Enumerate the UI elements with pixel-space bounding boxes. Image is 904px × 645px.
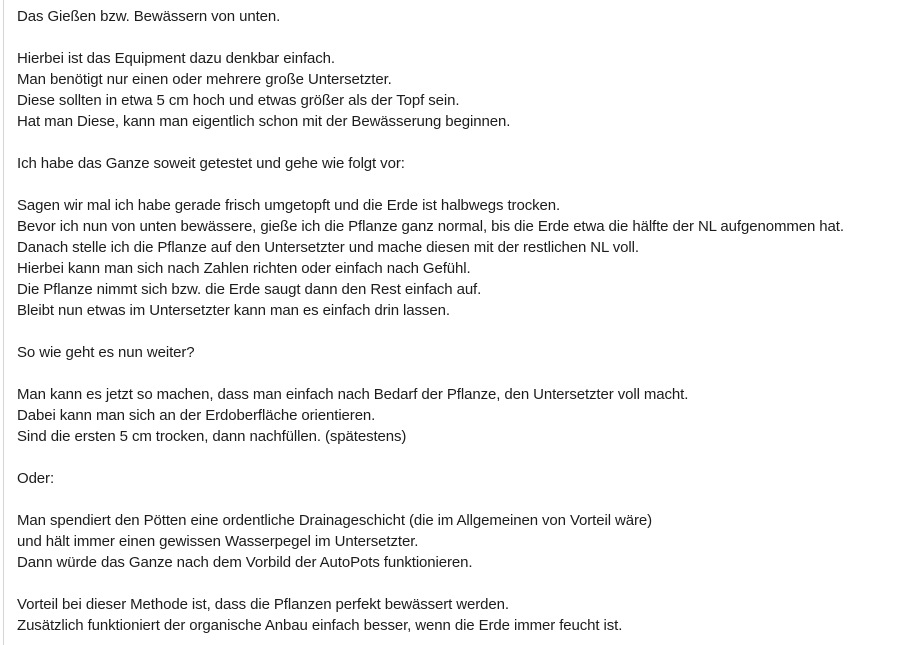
text-line: Sagen wir mal ich habe gerade frisch umgetopft und die Erde ist halbwegs trocken. — [17, 197, 561, 214]
text-line: Man benötigt nur einen oder mehrere große Untersetzter. — [17, 71, 392, 88]
text-line: Oder: — [17, 470, 55, 487]
text-line: Hierbei ist das Equipment dazu denkbar einfach. — [17, 50, 335, 67]
text-line: Dabei kann man sich an der Erdoberfläche orientieren. — [17, 407, 376, 424]
text-line: Bevor ich nun von unten bewässere, gieße ich die Pflanze ganz normal, bis die Erde etwa die hälfte der NL aufgenommen hat. — [17, 218, 844, 235]
text-line: Hat man Diese, kann man eigentlich schon mit der Bewässerung beginnen. — [17, 113, 511, 130]
text-line: Hierbei kann man sich nach Zahlen richten oder einfach nach Gefühl. — [17, 260, 471, 277]
text-line: Diese sollten in etwa 5 cm hoch und etwas größer als der Topf sein. — [17, 92, 460, 109]
text-line: Zusätzlich funktioniert der organische Anbau einfach besser, wenn die Erde immer feucht ist. — [17, 617, 623, 634]
text-line — [17, 132, 896, 153]
text-line: und hält immer einen gewissen Wasserpegel im Untersetzter. — [17, 533, 419, 550]
text-line: Man spendiert den Pötten eine ordentliche Drainageschicht (die im Allgemeinen von Vorteil wäre) — [17, 512, 653, 529]
text-line: Das Gießen bzw. Bewässern von unten. — [17, 8, 281, 25]
text-line — [17, 321, 896, 342]
text-line: Man kann es jetzt so machen, dass man einfach nach Bedarf der Pflanze, den Untersetzter voll macht. — [17, 386, 689, 403]
text-line: Danach stelle ich die Pflanze auf den Untersetzter und mache diesen mit der restlichen NL voll. — [17, 239, 639, 256]
left-border-divider — [3, 0, 4, 645]
text-line — [17, 363, 896, 384]
text-line — [17, 447, 896, 468]
text-line — [17, 174, 896, 195]
text-line — [17, 489, 896, 510]
post-content — [17, 6, 896, 636]
text-line: So wie geht es nun weiter? — [17, 344, 195, 361]
text-line: Bleibt nun etwas im Untersetzter kann man es einfach drin lassen. — [17, 302, 450, 319]
text-line: Vorteil bei dieser Methode ist, dass die Pflanzen perfekt bewässert werden. — [17, 596, 509, 613]
text-line: Dann würde das Ganze nach dem Vorbild der AutoPots funktionieren. — [17, 554, 473, 571]
text-line: Die Pflanze nimmt sich bzw. die Erde saugt dann den Rest einfach auf. — [17, 281, 482, 298]
text-line — [17, 573, 896, 594]
text-line — [17, 27, 896, 48]
text-line: Ich habe das Ganze soweit getestet und gehe wie folgt vor: — [17, 155, 405, 172]
text-line: Sind die ersten 5 cm trocken, dann nachfüllen. (spätestens) — [17, 428, 407, 445]
